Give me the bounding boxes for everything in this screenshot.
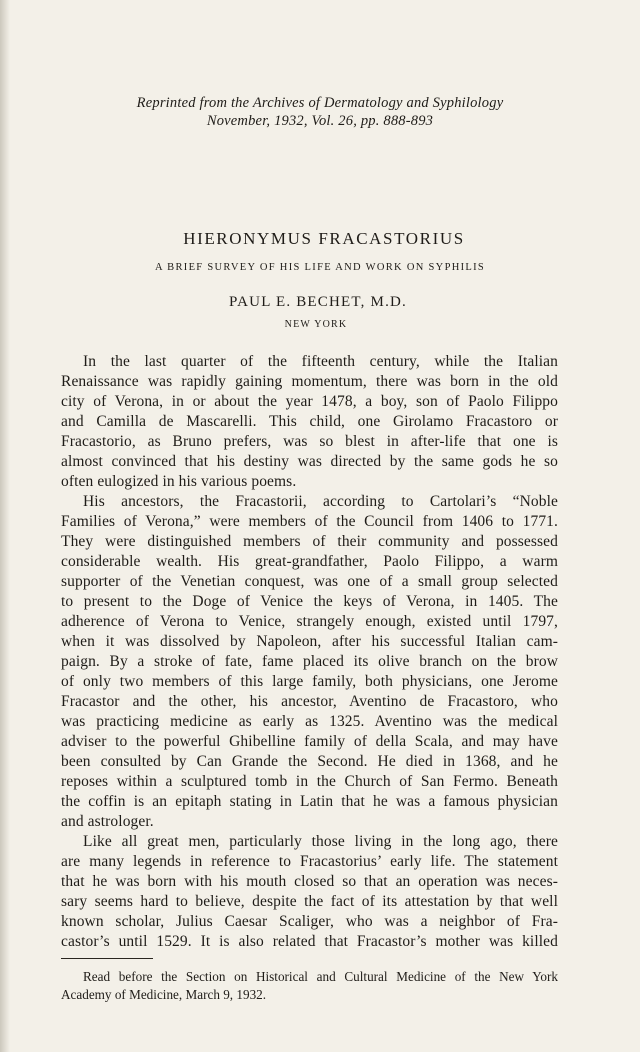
reprint-notice-line-1: Reprinted from the Archives of Dermatology and Syphilology [136, 95, 504, 111]
body-line: sary seems hard to believe, despite the fact of its attestation by that well [61, 893, 558, 910]
body-line: considerable wealth. His great-grandfather, Paolo Filippo, a warm [61, 553, 558, 570]
body-line: was practicing medicine as early as 1325. Aventino was the medical [61, 713, 558, 730]
article-subtitle: A BRIEF SURVEY OF HIS LIFE AND WORK ON SYPHILIS [154, 262, 486, 273]
body-line: to present to the Doge of Venice the keys of Verona, in 1405. The [61, 593, 558, 610]
body-line: Fracastorio, as Bruno prefers, was so blest in after-life that one is [61, 433, 558, 450]
footnote-line: Academy of Medicine, March 9, 1932. [61, 987, 267, 1002]
article-title: HIERONYMUS FRACASTORIUS [183, 229, 465, 248]
body-line: and Camilla de Mascarelli. This child, one Girolamo Fracastoro or [61, 413, 558, 430]
body-line: the coffin is an epitaph stating in Latin that he was a famous physician [61, 793, 558, 810]
body-line: In the last quarter of the fifteenth century, while the Italian [83, 353, 558, 370]
body-line: are many legends in reference to Fracastorius’ early life. The statement [61, 853, 558, 870]
body-line: paign. By a stroke of fate, fame placed its olive branch on the brow [61, 653, 558, 670]
body-line: Like all great men, particularly those living in the long ago, there [83, 833, 558, 850]
body-line: when it was dissolved by Napoleon, after his successful Italian cam- [61, 633, 558, 650]
body-line: reposes within a sculptured tomb in the Church of San Fermo. Beneath [61, 773, 558, 790]
body-line: of only two members of this large family, both physicians, one Jerome [61, 673, 558, 690]
body-line: They were distinguished members of their community and possessed [61, 533, 558, 550]
body-line: castor’s until 1529. It is also related that Fracastor’s mother was killed [61, 933, 558, 950]
author-location: NEW YORK [284, 319, 348, 330]
body-line: been consulted by Can Grande the Second. He died in 1368, and he [61, 753, 558, 770]
body-line: often eulogized in his various poems. [61, 473, 297, 490]
body-line: Families of Verona,” were members of the Council from 1406 to 1771. [61, 513, 558, 530]
body-line: Fracastor and the other, his ancestor, Aventino de Fracastoro, who [61, 693, 558, 710]
body-line: known scholar, Julius Caesar Scaliger, who was a neighbor of Fra- [61, 913, 558, 930]
body-line: adviser to the powerful Ghibelline family of della Scala, and may have [61, 733, 558, 750]
footnote-rule [61, 958, 153, 959]
body-line: that he was born with his mouth closed so that an operation was neces- [61, 873, 558, 890]
page-edge-shadow [0, 0, 10, 1052]
reprint-notice-line-2: November, 1932, Vol. 26, pp. 888-893 [206, 113, 434, 129]
body-line: and astrologer. [61, 813, 154, 830]
body-line: His ancestors, the Fracastorii, according to Cartolari’s “Noble [83, 493, 558, 510]
body-line: adherence of Verona to Venice, strangely enough, existed until 1797, [61, 613, 558, 630]
body-line: almost convinced that his destiny was directed by the same gods he so [61, 453, 558, 470]
body-line: supporter of the Venetian conquest, was one of a small group selected [61, 573, 558, 590]
footnote-line: Read before the Section on Historical and Cultural Medicine of the New York [83, 969, 558, 984]
body-line: city of Verona, in or about the year 1478, a boy, son of Paolo Filippo [61, 393, 558, 410]
body-line: Renaissance was rapidly gaining momentum, there was born in the old [61, 373, 558, 390]
author-name: PAUL E. BECHET, M.D. [228, 294, 408, 310]
